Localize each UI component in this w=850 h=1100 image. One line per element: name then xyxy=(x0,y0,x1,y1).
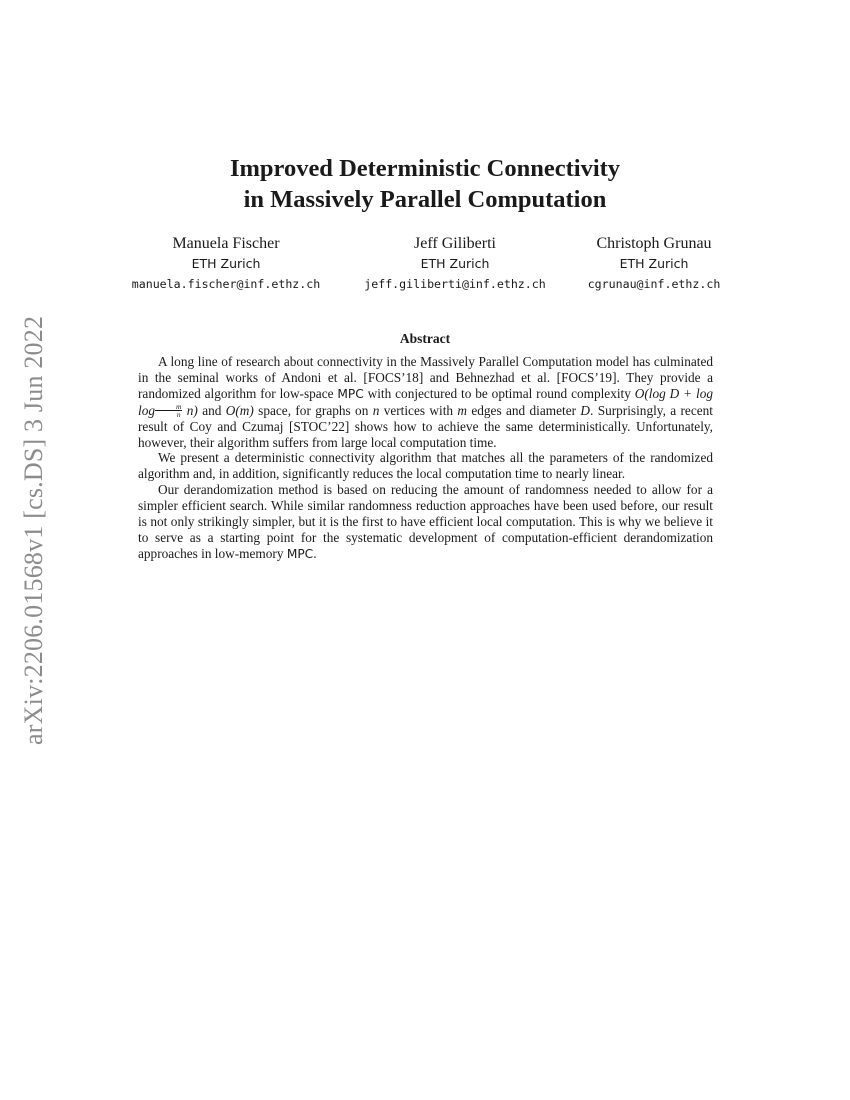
math-var-d: D xyxy=(580,402,591,418)
author-name: Jeff Giliberti xyxy=(414,235,496,252)
author-affiliation: ETH Zurich xyxy=(619,256,689,271)
author-email[interactable]: cgrunau@inf.ethz.ch xyxy=(587,277,721,291)
abstract-heading: Abstract xyxy=(399,331,451,346)
abstract-paragraph-2: We present a deterministic connectivity algorithm that matches all the parameters of the randomized algorithm and, in addition, significantly reduces the local computation time to nearly linear. xyxy=(138,450,713,482)
author-block-fischer xyxy=(106,234,346,294)
abstract-text: edges and diameter xyxy=(467,402,581,418)
abstract-text: with conjectured to be optimal round complexity xyxy=(363,385,635,401)
author-affiliation: ETH Zurich xyxy=(420,256,490,271)
abstract-body xyxy=(138,354,713,563)
abstract-text: space, for graphs on xyxy=(253,402,373,418)
math-space: O(m) xyxy=(225,402,254,418)
abstract-text: vertices with xyxy=(379,402,458,418)
abstract-text: . xyxy=(313,545,317,561)
mpc-term: MPC xyxy=(337,386,364,401)
arxiv-identifier: arXiv:2206.01568v1 [cs.DS] 3 Jun 2022 xyxy=(19,315,48,745)
abstract-text: . Surprisingly, a recent result of Coy and Czumaj [STOC’22] shows how to achieve the same deterministically. Unfortunately, however, their algorithm suffers from large local computation time. xyxy=(138,402,713,450)
author-block-grunau xyxy=(534,234,774,294)
author-email[interactable]: jeff.giliberti@inf.ethz.ch xyxy=(364,277,546,291)
author-name: Manuela Fischer xyxy=(172,235,280,252)
paper-title xyxy=(0,153,850,215)
math-fraction: $\frac{m}{n}$ xyxy=(155,403,182,418)
author-affiliation: ETH Zurich xyxy=(191,256,261,271)
title-line-2: in Massively Parallel Computation xyxy=(243,186,607,213)
abstract-text: Our derandomization method is based on reducing the amount of randomness needed to allow for a simpler efficient search. While similar randomness reduction approaches have been used before, our result is not only strikingly simpler, but it is the first to have efficient local computation. This is why we believe it to serve as a starting point for the systematic development of computation-efficient derandomization approaches in low-memory xyxy=(138,482,713,561)
abstract-paragraph-3 xyxy=(138,482,713,563)
author-email[interactable]: manuela.fischer@inf.ethz.ch xyxy=(131,277,321,291)
abstract-text: and xyxy=(197,402,226,418)
author-name: Christoph Grunau xyxy=(596,235,712,252)
abstract-paragraph-1 xyxy=(138,354,713,450)
abstract-text: A long line of research about connectivity in the Massively Parallel Computation model has culminated in the seminal works of Andoni et al. [FOCS’18] and Behnezhad et al. [FOCS’19]. They provide a randomized algorithm for low-space xyxy=(138,354,713,401)
math-round-complexity: O(log D + log log $\frac{m}{n}$ n) xyxy=(138,385,713,419)
title-line-1: Improved Deterministic Connectivity xyxy=(229,155,621,182)
math-var-m: m xyxy=(457,402,467,418)
mpc-term: MPC xyxy=(286,546,314,561)
math-var-n: n xyxy=(372,402,380,418)
